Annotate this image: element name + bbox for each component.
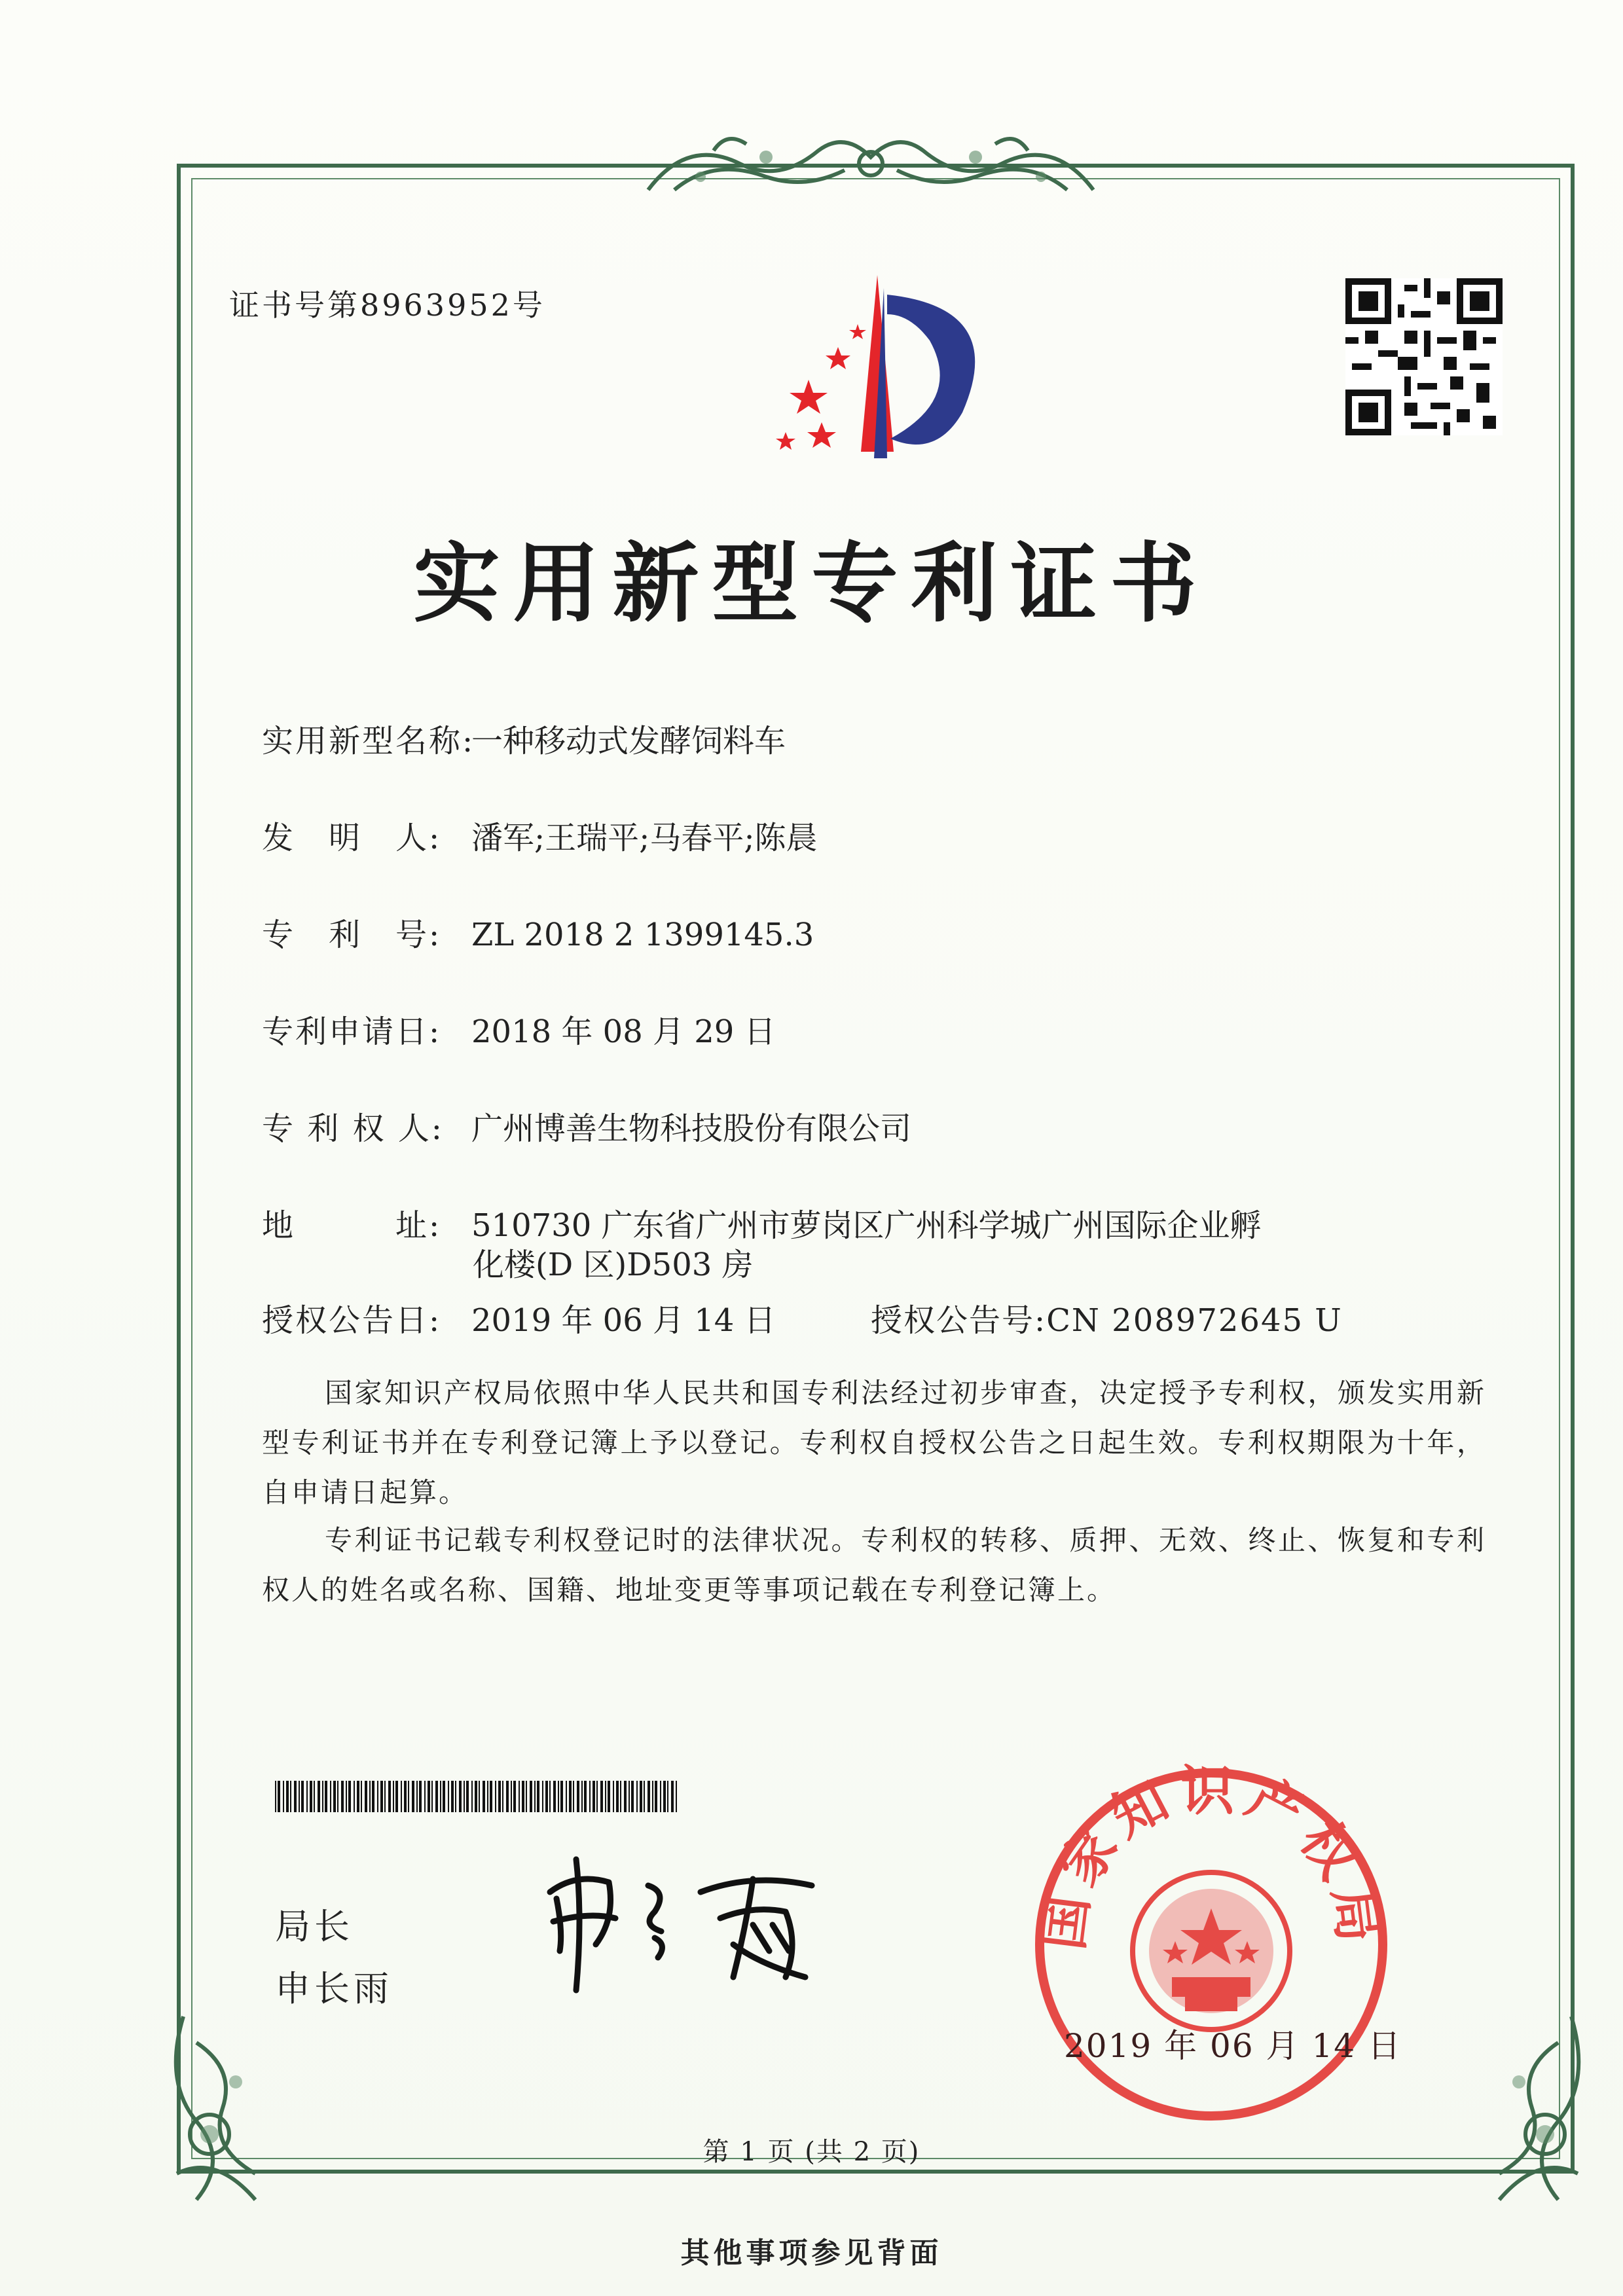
field-value: ZL 2018 2 1399145.3 (471, 917, 814, 953)
certificate-number: 证书号第8963952号 (229, 287, 545, 323)
field-value: 2019 年 06 月 14 日 (471, 1302, 776, 1339)
field-label: 实用新型名称: (262, 723, 475, 759)
cnipa-logo-icon (746, 268, 1002, 465)
field-label: 发 明 人: (262, 820, 442, 856)
director-signature-icon (537, 1846, 877, 1997)
field-filing-date (262, 1011, 776, 1053)
field-utility-model-name (262, 720, 786, 762)
svg-text:国家知识产权局: 国家知识产权局 (1031, 1761, 1391, 1954)
field-inventors (262, 817, 818, 859)
field-patentee (262, 1108, 911, 1150)
statement-paragraph-1: 国家知识产权局依照中华人民共和国专利法经过初步审查，决定授予专利权，颁发实用新型专利证书并在专利登记簿上予以登记。专利权自授权公告之日起生效。专利权期限为十年，自申请日起算。 (262, 1377, 1486, 1508)
field-label: 专利申请日: (262, 1013, 442, 1050)
bottom-left-ornament-icon (157, 2003, 327, 2213)
seal-date: 2019 年 06 月 14 日 (1064, 2027, 1402, 2065)
field-label: 授权公告日: (262, 1302, 442, 1339)
field-label: 专 利 号: (262, 917, 442, 953)
field-label: 授权公告号: (871, 1302, 1047, 1339)
official-seal-icon (1028, 1761, 1395, 2128)
certificate-title: 实用新型专利证书 (413, 533, 1210, 634)
field-value: 广州博善生物科技股份有限公司 (471, 1110, 912, 1147)
field-label: 地 址: (262, 1207, 442, 1244)
field-grant-number (871, 1300, 1343, 1341)
field-value: 2018 年 08 月 29 日 (471, 1013, 776, 1050)
director-title: 局长 (275, 1906, 354, 1947)
director-name: 申长雨 (275, 1968, 393, 2009)
bottom-right-ornament-icon (1427, 2003, 1597, 2213)
top-ornament-icon (635, 124, 1106, 203)
statement-paragraph-2: 专利证书记载专利权登记时的法律状况。专利权的转移、质押、无效、终止、恢复和专利权人的姓名或名称、国籍、地址变更等事项记载在专利登记簿上。 (262, 1524, 1486, 1606)
field-value: 510730 广东省广州市萝岗区广州科学城广州国际企业孵 (471, 1207, 1262, 1244)
field-address-line2: 化楼(D 区)D503 房 (473, 1247, 754, 1283)
qr-code-icon (1345, 278, 1503, 435)
barcode-icon (275, 1781, 681, 1812)
field-value: CN 208972645 U (1046, 1302, 1343, 1339)
field-value: 潘军;王瑞平;马春平;陈晨 (471, 820, 818, 856)
field-grant-date (262, 1300, 776, 1341)
field-address (262, 1205, 1262, 1247)
field-patent-number (262, 914, 814, 956)
field-label: 专 利 权 人: (262, 1110, 444, 1147)
page-indicator: 第 1 页 (共 2 页) (702, 2137, 921, 2167)
back-page-note: 其他事项参见背面 (680, 2236, 943, 2270)
field-value: 一种移动式发酵饲料车 (471, 723, 786, 759)
